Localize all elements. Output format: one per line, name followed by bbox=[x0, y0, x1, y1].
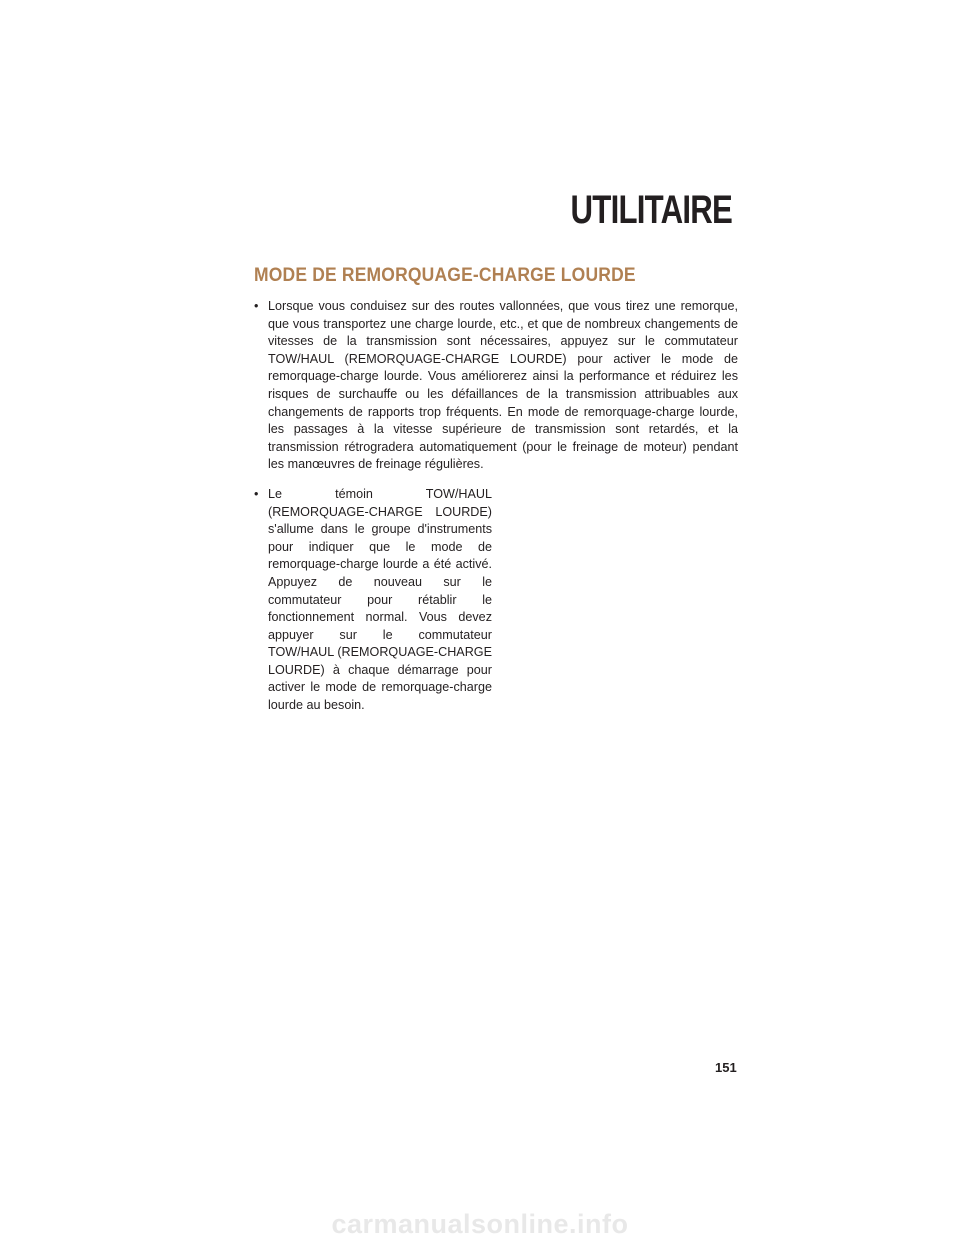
list-item bbox=[254, 486, 492, 715]
section-content bbox=[254, 264, 738, 727]
list-item bbox=[254, 298, 738, 474]
bullet-mark: • bbox=[254, 486, 259, 501]
watermark: carmanualsonline.info bbox=[331, 1209, 629, 1239]
bullet-mark: • bbox=[254, 299, 259, 313]
section-title: MODE DE REMORQUAGE-CHARGE LOURDE bbox=[254, 265, 636, 286]
bullet-text: Lorsque vous conduisez sur des routes vallonnées, que vous tirez une remorque, que vous transportez une charge lourde, etc., et que de nombreux changements de vitesses de la transmission sont nécessaires, appuyez sur le commutateur TOW/HAUL (REMORQUAGE-CHARGE LOURDE) pour activer le mode de remorquage-charge lourde. Vous améliorerez ainsi la performance et réduirez les risques de surchauffe ou les défaillances de la transmission attribuables aux changements de rapports trop fréquents. En mode de remorquage-charge lourde, les passages à la vitesse supérieure de transmission sont retardés, et la transmission rétrogradera automatiquement (pour le freinage de moteur) pendant les manœuvres de freinage régulières. bbox=[268, 299, 738, 472]
page-number: 151 bbox=[715, 1060, 737, 1075]
bullet-text: Le témoin TOW/HAUL (REMORQUAGE-CHARGE LOURDE) s'allume dans le groupe d'instruments pour indiquer que le mode de remorquage-charge lourde a été activé. Appuyez de nouveau sur le commutateur pour rétablir le fonctionnement normal. Vous devez appuyer sur le commutateur TOW/HAUL (REMORQUAGE-CHARGE LOURDE) à chaque démarrage pour activer le mode de remorquage-charge lourde au besoin. bbox=[268, 486, 492, 713]
chapter-title: UTILITAIRE bbox=[570, 188, 732, 232]
bullet-list bbox=[254, 298, 738, 715]
